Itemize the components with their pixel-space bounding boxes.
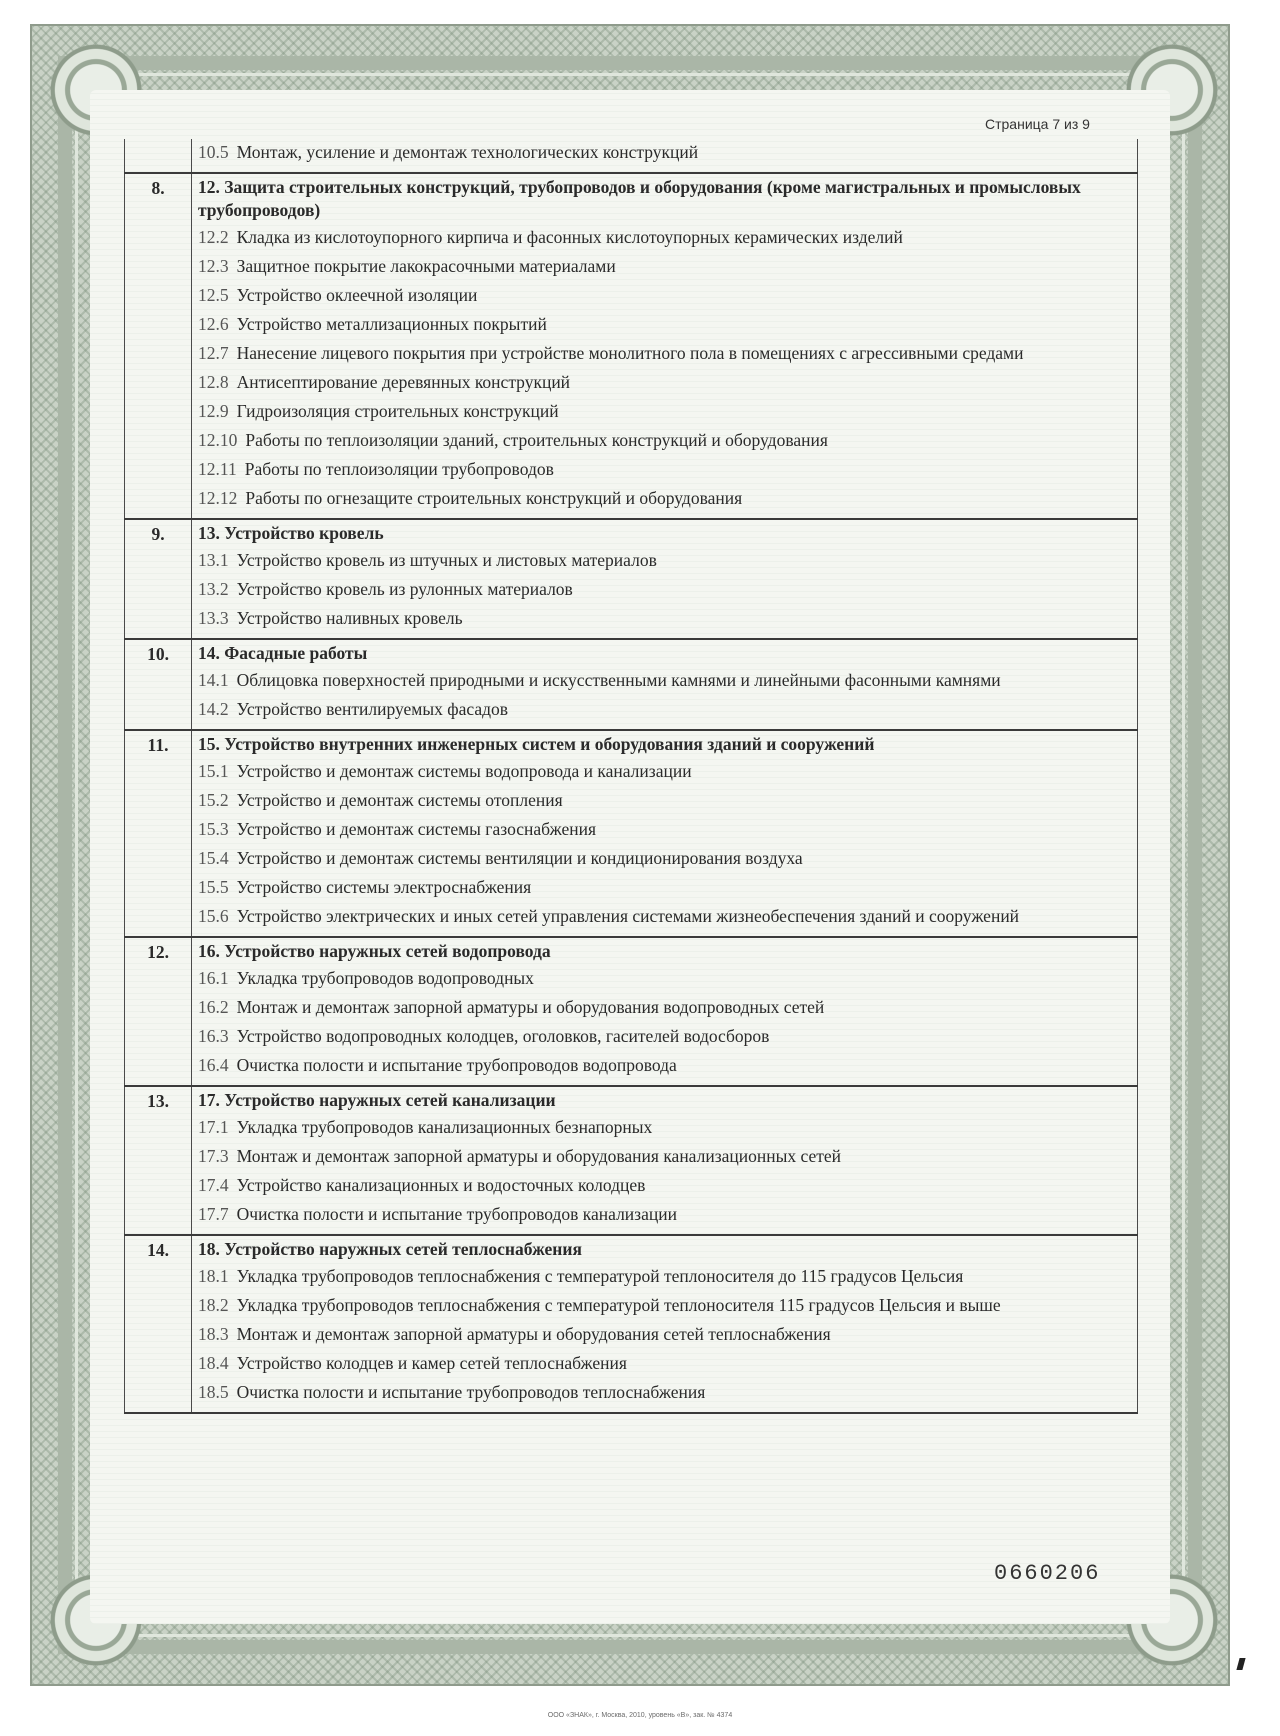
work-item [198,1054,1131,1077]
table-row [125,730,1138,937]
work-item [198,1116,1131,1139]
work-item-text: Работы по теплоизоляции зданий, строительных конструкций и оборудования [245,430,828,450]
work-item [198,1025,1131,1048]
row-number: 14. [125,1235,192,1413]
work-item-text: Очистка полости и испытание трубопроводов водопровода [236,1055,677,1075]
work-item-code: 13.1 [198,550,229,570]
work-item-text: Защитное покрытие лакокрасочными материалами [236,256,616,276]
work-item-text: Монтаж и демонтаж запорной арматуры и оборудования водопроводных сетей [236,997,825,1017]
row-number: 8. [125,173,192,519]
work-item [198,698,1131,721]
work-item [198,876,1131,899]
work-item [198,1145,1131,1168]
work-item-text: Устройство кровель из штучных и листовых материалов [236,550,657,570]
work-item-code: 12.10 [198,430,238,450]
work-item-text: Монтаж и демонтаж запорной арматуры и оборудования сетей теплоснабжения [236,1324,831,1344]
work-item-text: Монтаж и демонтаж запорной арматуры и оборудования канализационных сетей [236,1146,842,1166]
row-content [192,1235,1138,1413]
work-item-code: 15.3 [198,819,229,839]
work-item [198,255,1131,278]
work-item-text: Укладка трубопроводов теплоснабжения с температурой теплоносителя до 115 градусов Цельсия [236,1266,964,1286]
table-row [125,519,1138,639]
work-item-text: Устройство наливных кровель [236,608,463,628]
table-row [125,937,1138,1086]
work-item-code: 12.6 [198,314,229,334]
row-number: 9. [125,519,192,639]
work-item-text: Устройство водопроводных колодцев, оголовков, гасителей водосборов [236,1026,770,1046]
serial-number: 0660206 [994,1561,1101,1586]
works-table-body [125,139,1138,1413]
work-item-text: Монтаж, усиление и демонтаж технологических конструкций [236,142,699,162]
work-item [198,578,1131,601]
row-number: 11. [125,730,192,937]
work-item [198,342,1131,365]
page-indicator: Страница 7 из 9 [985,116,1090,132]
work-item-text: Очистка полости и испытание трубопроводов канализации [236,1204,677,1224]
work-group-title: 12. Защита строительных конструкций, трубопроводов и оборудования (кроме магистральных и промысловых трубопроводов) [198,177,1081,220]
work-item-code: 18.1 [198,1266,229,1286]
work-item [198,905,1131,928]
work-item-code: 14.1 [198,670,229,690]
printer-line: ООО «ЗНАК», г. Москва, 2010, уровень «В», зак. № 4374 [547,1712,733,1719]
table-row [125,1086,1138,1235]
work-item-code: 12.3 [198,256,229,276]
row-number: 10. [125,639,192,730]
work-group-title: 17. Устройство наружных сетей канализации [198,1090,556,1110]
work-item-text: Облицовка поверхностей природными и искусственными камнями и линейными фасонными камнями [236,670,1001,690]
work-group-title: 18. Устройство наружных сетей теплоснабжения [198,1239,582,1259]
work-item [198,313,1131,336]
work-item-text: Устройство системы электроснабжения [236,877,532,897]
work-group-title: 14. Фасадные работы [198,643,368,663]
work-item-code: 15.5 [198,877,229,897]
work-item [198,760,1131,783]
work-item-text: Устройство и демонтаж системы газоснабжения [236,819,597,839]
work-item-text: Устройство кровель из рулонных материалов [236,579,573,599]
work-item [198,1265,1131,1288]
work-item-code: 16.1 [198,968,229,988]
work-item [198,487,1131,510]
row-content [192,173,1138,519]
work-item-text: Устройство и демонтаж системы вентиляции и кондиционирования воздуха [236,848,803,868]
work-item-code: 12.2 [198,227,229,247]
work-item [198,967,1131,990]
work-item [198,1294,1131,1317]
work-item-text: Устройство канализационных и водосточных колодцев [236,1175,646,1195]
work-item-text: Устройство оклеечной изоляции [236,285,478,305]
work-item [198,1352,1131,1375]
work-item-code: 12.5 [198,285,229,305]
work-item-code: 15.6 [198,906,229,926]
work-item-code: 18.4 [198,1353,229,1373]
row-number: 13. [125,1086,192,1235]
table-row [125,1235,1138,1413]
work-item-text: Антисептирование деревянных конструкций [236,372,571,392]
work-item-text: Работы по огнезащите строительных конструкций и оборудования [245,488,743,508]
work-item-code: 13.3 [198,608,229,628]
work-item-text: Устройство колодцев и камер сетей теплоснабжения [236,1353,627,1373]
work-item-code: 18.5 [198,1382,229,1402]
work-item-code: 12.9 [198,401,229,421]
work-item-code: 16.2 [198,997,229,1017]
work-item-code: 16.3 [198,1026,229,1046]
row-content [192,139,1138,173]
work-group-title: 15. Устройство внутренних инженерных систем и оборудования зданий и сооружений [198,734,875,754]
work-item-text: Устройство металлизационных покрытий [236,314,547,334]
work-item-text: Очистка полости и испытание трубопроводов теплоснабжения [236,1382,706,1402]
work-item-code: 12.12 [198,488,238,508]
work-item-code: 15.1 [198,761,229,781]
work-item-text: Работы по теплоизоляции трубопроводов [244,459,554,479]
work-item-code: 13.2 [198,579,229,599]
work-item-text: Устройство электрических и иных сетей управления системами жизнеобеспечения зданий и сооружений [236,906,1020,926]
work-item [198,789,1131,812]
work-item [198,607,1131,630]
work-item-code: 17.3 [198,1146,229,1166]
work-item-text: Устройство и демонтаж системы отопления [236,790,563,810]
work-item [198,284,1131,307]
work-item-code: 17.1 [198,1117,229,1137]
work-item [198,818,1131,841]
work-item-text: Устройство и демонтаж системы водопровода и канализации [236,761,692,781]
work-item-code: 17.4 [198,1175,229,1195]
row-content [192,937,1138,1086]
work-item [198,996,1131,1019]
table-row [125,639,1138,730]
work-item [198,458,1131,481]
work-item [198,847,1131,870]
table-row [125,173,1138,519]
row-content [192,519,1138,639]
work-item-text: Укладка трубопроводов водопроводных [236,968,534,988]
work-item [198,429,1131,452]
work-item [198,1174,1131,1197]
work-item [198,371,1131,394]
work-item [198,1381,1131,1404]
row-content [192,730,1138,937]
row-content [192,639,1138,730]
work-item-code: 15.2 [198,790,229,810]
row-number [125,139,192,173]
work-item [198,549,1131,572]
row-number: 12. [125,937,192,1086]
work-item-code: 17.7 [198,1204,229,1224]
work-item-text: Укладка трубопроводов канализационных безнапорных [236,1117,653,1137]
work-group-title: 16. Устройство наружных сетей водопровода [198,941,551,961]
work-item-code: 15.4 [198,848,229,868]
work-item-code: 14.2 [198,699,229,719]
work-item-code: 12.11 [198,459,237,479]
work-item-text: Нанесение лицевого покрытия при устройстве монолитного пола в помещениях с агрессивными средами [236,343,1024,363]
work-item [198,141,1131,164]
table-row [125,139,1138,173]
ink-mark [1236,1658,1245,1670]
work-item [198,669,1131,692]
work-item-text: Устройство вентилируемых фасадов [236,699,509,719]
work-item [198,400,1131,423]
work-group-title: 13. Устройство кровель [198,523,384,543]
work-item [198,1203,1131,1226]
work-item-code: 10.5 [198,142,229,162]
work-item-code: 16.4 [198,1055,229,1075]
row-content [192,1086,1138,1235]
work-item [198,1323,1131,1346]
work-item-text: Укладка трубопроводов теплоснабжения с температурой теплоносителя 115 градусов Цельсия и выше [236,1295,1001,1315]
work-item-code: 12.8 [198,372,229,392]
work-item-code: 18.3 [198,1324,229,1344]
work-item-code: 18.2 [198,1295,229,1315]
work-item-code: 12.7 [198,343,229,363]
work-item-text: Кладка из кислотоупорного кирпича и фасонных кислотоупорных керамических изделий [236,227,903,247]
work-item [198,226,1131,249]
work-item-text: Гидроизоляция строительных конструкций [236,401,559,421]
works-table [124,139,1138,1414]
